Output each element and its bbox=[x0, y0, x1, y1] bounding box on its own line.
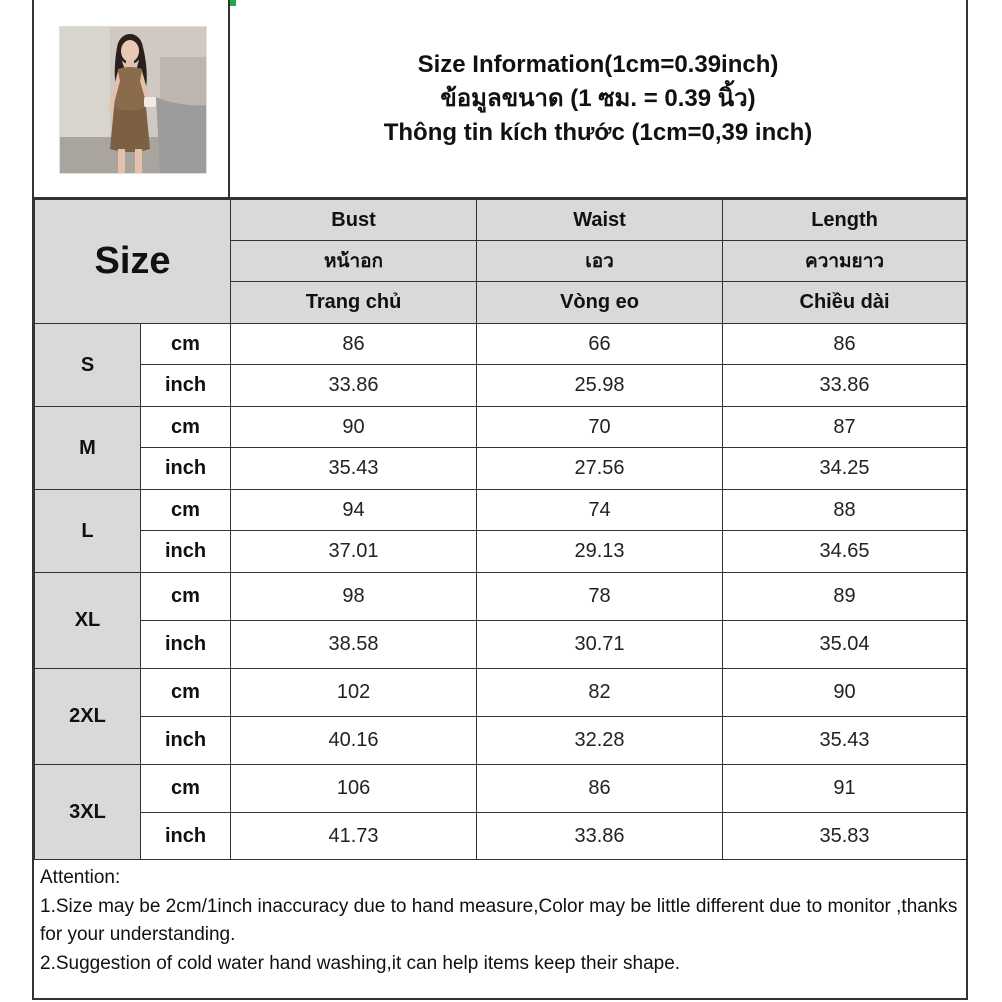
note-washing: 2.Suggestion of cold water hand washing,it can help items keep their shape. bbox=[40, 952, 681, 974]
table-row bbox=[35, 765, 967, 813]
bust-inch: 40.16 bbox=[231, 717, 477, 765]
bust-cm: 90 bbox=[231, 407, 477, 448]
unit-cm: cm bbox=[141, 490, 231, 531]
col-header-bust-vi: Trang chủ bbox=[231, 282, 477, 324]
waist-inch: 27.56 bbox=[477, 448, 723, 490]
table-row bbox=[35, 669, 967, 717]
bust-cm: 94 bbox=[231, 490, 477, 531]
col-header-length-vi: Chiều dài bbox=[723, 282, 967, 324]
unit-cm: cm bbox=[141, 407, 231, 448]
size-label-l: L bbox=[35, 490, 141, 573]
size-table bbox=[34, 199, 967, 860]
table-row bbox=[35, 621, 967, 669]
waist-inch: 33.86 bbox=[477, 813, 723, 860]
model-illustration bbox=[60, 27, 206, 173]
table-row bbox=[35, 324, 967, 365]
length-cm: 90 bbox=[723, 669, 967, 717]
waist-cm: 86 bbox=[477, 765, 723, 813]
product-photo-cell bbox=[34, 0, 230, 197]
size-label-3xl: 3XL bbox=[35, 765, 141, 860]
title-block bbox=[230, 0, 966, 197]
title-vietnamese: Thông tin kích thước (1cm=0,39 inch) bbox=[383, 118, 813, 146]
unit-cm: cm bbox=[141, 765, 231, 813]
length-inch: 35.04 bbox=[723, 621, 967, 669]
attention-notes bbox=[34, 862, 966, 998]
unit-inch: inch bbox=[141, 621, 231, 669]
size-chart-sheet bbox=[32, 0, 968, 1000]
length-inch: 33.86 bbox=[723, 365, 967, 407]
table-row bbox=[35, 490, 967, 531]
length-cm: 89 bbox=[723, 573, 967, 621]
table-row bbox=[35, 448, 967, 490]
size-label-s: S bbox=[35, 324, 141, 407]
table-row bbox=[35, 717, 967, 765]
table-row bbox=[35, 573, 967, 621]
length-cm: 88 bbox=[723, 490, 967, 531]
unit-inch: inch bbox=[141, 717, 231, 765]
bust-cm: 98 bbox=[231, 573, 477, 621]
notes-heading: Attention: bbox=[40, 867, 121, 888]
col-header-bust: Bust bbox=[231, 200, 477, 241]
table-row bbox=[35, 365, 967, 407]
waist-inch: 30.71 bbox=[477, 621, 723, 669]
col-header-waist: Waist bbox=[477, 200, 723, 241]
length-inch: 34.25 bbox=[723, 448, 967, 490]
col-header-waist-thai: เอว bbox=[477, 241, 723, 282]
header-row bbox=[34, 0, 966, 199]
waist-inch: 32.28 bbox=[477, 717, 723, 765]
size-label-2xl: 2XL bbox=[35, 669, 141, 765]
col-header-length: Length bbox=[723, 200, 967, 241]
waist-cm: 78 bbox=[477, 573, 723, 621]
size-label-xl: XL bbox=[35, 573, 141, 669]
table-row bbox=[35, 813, 967, 860]
waist-cm: 82 bbox=[477, 669, 723, 717]
length-inch: 35.43 bbox=[723, 717, 967, 765]
col-header-length-thai: ความยาว bbox=[723, 241, 967, 282]
bust-inch: 33.86 bbox=[231, 365, 477, 407]
size-label-m: M bbox=[35, 407, 141, 490]
length-inch: 35.83 bbox=[723, 813, 967, 860]
note-measurement: 1.Size may be 2cm/1inch inaccuracy due to hand measure,Color may be little different due to monitor ,thanks for your understanding. bbox=[40, 895, 958, 945]
bust-inch: 35.43 bbox=[231, 448, 477, 490]
length-cm: 86 bbox=[723, 324, 967, 365]
bust-cm: 86 bbox=[231, 324, 477, 365]
waist-inch: 25.98 bbox=[477, 365, 723, 407]
length-inch: 34.65 bbox=[723, 531, 967, 573]
unit-inch: inch bbox=[141, 813, 231, 860]
title-thai: ข้อมูลขนาด (1 ซม. = 0.39 นิ้ว) bbox=[440, 84, 756, 112]
unit-cm: cm bbox=[141, 573, 231, 621]
length-cm: 87 bbox=[723, 407, 967, 448]
bust-cm: 106 bbox=[231, 765, 477, 813]
size-header: Size bbox=[35, 200, 231, 324]
waist-cm: 74 bbox=[477, 490, 723, 531]
bust-inch: 38.58 bbox=[231, 621, 477, 669]
title-english: Size Information(1cm=0.39inch) bbox=[417, 50, 779, 78]
col-header-bust-thai: หน้าอก bbox=[231, 241, 477, 282]
waist-cm: 70 bbox=[477, 407, 723, 448]
unit-inch: inch bbox=[141, 531, 231, 573]
length-cm: 91 bbox=[723, 765, 967, 813]
unit-cm: cm bbox=[141, 324, 231, 365]
col-header-waist-vi: Vòng eo bbox=[477, 282, 723, 324]
bust-cm: 102 bbox=[231, 669, 477, 717]
waist-cm: 66 bbox=[477, 324, 723, 365]
bust-inch: 37.01 bbox=[231, 531, 477, 573]
waist-inch: 29.13 bbox=[477, 531, 723, 573]
header-row-english bbox=[35, 200, 967, 241]
unit-inch: inch bbox=[141, 365, 231, 407]
unit-inch: inch bbox=[141, 448, 231, 490]
table-row bbox=[35, 407, 967, 448]
unit-cm: cm bbox=[141, 669, 231, 717]
product-photo bbox=[59, 26, 207, 174]
table-row bbox=[35, 531, 967, 573]
bust-inch: 41.73 bbox=[231, 813, 477, 860]
